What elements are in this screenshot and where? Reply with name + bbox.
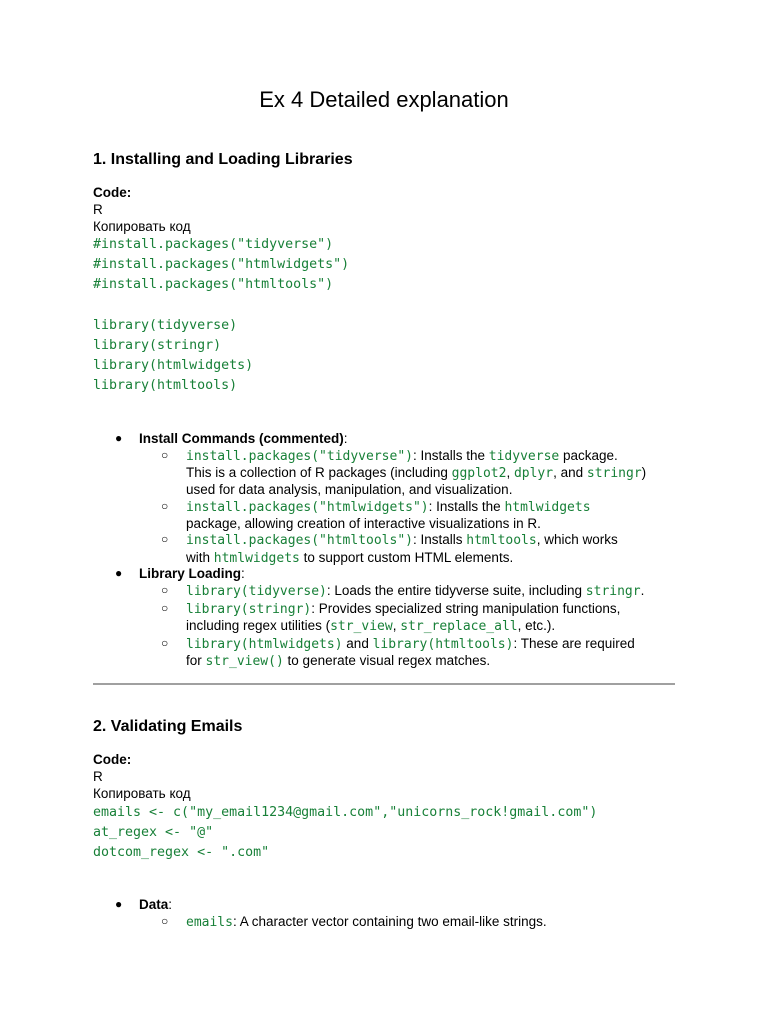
section-1-language: R (93, 202, 103, 217)
text: with (186, 550, 214, 565)
text: to generate visual regex matches. (283, 653, 491, 668)
inline-code: install.packages("tidyverse") (186, 449, 413, 464)
bullet-library-loading (139, 565, 245, 582)
bullet-colon: : (168, 897, 173, 912)
inline-code: install.packages("htmltools") (186, 533, 413, 548)
sub-item-library-stringr (186, 600, 620, 618)
sub-bullet-circle-icon: ○ (161, 448, 169, 462)
sub-item-library-tidyverse (186, 582, 644, 600)
text: : Installs the (428, 499, 505, 514)
sub-item-library-stringr-line-2 (186, 617, 555, 635)
bullet-install-commands (139, 430, 348, 447)
text: including regex utilities ( (186, 618, 331, 633)
text: package. (559, 448, 618, 463)
inline-code: htmltools (466, 533, 537, 548)
sub-item-install-tidyverse-line-2 (186, 464, 646, 482)
text: : A character vector containing two email-like strings. (232, 914, 547, 929)
section-2-heading: 2. Validating Emails (93, 718, 243, 735)
text: , which works (536, 532, 618, 547)
section-1-copy-code-button[interactable]: Копировать код (93, 219, 191, 234)
text: , (392, 618, 401, 633)
inline-code: stringr (586, 466, 642, 481)
sub-item-install-tidyverse (186, 447, 618, 465)
section-2-language: R (93, 769, 103, 784)
bullet-colon: : (343, 431, 348, 446)
inline-code: str_view (330, 619, 393, 634)
section-1-code-label: Code: (93, 185, 132, 200)
inline-code: htmlwidgets (213, 551, 300, 566)
text: , and (553, 465, 587, 480)
sub-item-install-tidyverse-line-3: used for data analysis, manipulation, and visualization. (186, 482, 513, 497)
inline-code: ggplot2 (451, 466, 507, 481)
sub-item-install-htmltools (186, 531, 618, 549)
sub-item-install-htmlwidgets (186, 498, 591, 516)
inline-code: htmlwidgets (504, 500, 591, 515)
inline-code: tidyverse (488, 449, 560, 464)
bullet-label: Data (139, 897, 169, 912)
section-2-code-block: emails <- c("my_email1234@gmail.com","unicorns_rock!gmail.com") at_regex <- "@" dotcom_regex <- ".com" (93, 805, 598, 861)
section-2-copy-code-button[interactable]: Копировать код (93, 786, 191, 801)
text: : Installs (412, 532, 467, 547)
sub-bullet-circle-icon: ○ (161, 532, 169, 546)
bullet-dot-icon: ● (115, 897, 123, 911)
sub-item-library-htmlwidgets-line-2 (186, 652, 490, 670)
sub-bullet-circle-icon: ○ (161, 583, 169, 597)
inline-code: install.packages("htmlwidgets") (186, 500, 429, 515)
inline-code: library(tidyverse) (186, 584, 327, 599)
sub-item-library-htmlwidgets (186, 635, 635, 653)
section-1-heading: 1. Installing and Loading Libraries (93, 151, 353, 168)
section-1-code-block: #install.packages("tidyverse") #install.packages("htmlwidgets") #install.packages("htmltools") library(tidyverse) library(stringr) library(htmlwidgets) library(htmltools) (93, 237, 350, 394)
document-title: Ex 4 Detailed explanation (259, 87, 509, 112)
inline-code: stringr (585, 584, 641, 599)
section-2-code-label: Code: (93, 752, 132, 767)
text: and (342, 636, 373, 651)
text: to support custom HTML elements. (299, 550, 514, 565)
bullet-colon: : (241, 566, 245, 581)
text: This is a collection of R packages (including (186, 465, 452, 480)
sub-item-install-htmlwidgets-line-2: package, allowing creation of interactive visualizations in R. (186, 516, 541, 531)
text: : These are required (513, 636, 635, 651)
bullet-label: Install Commands (commented) (139, 431, 344, 446)
text: : Loads the entire tidyverse suite, including (326, 583, 586, 598)
sub-bullet-circle-icon: ○ (161, 636, 169, 650)
inline-code: emails (186, 915, 233, 930)
bullet-dot-icon: ● (115, 431, 123, 445)
text: for (186, 653, 206, 668)
sub-bullet-circle-icon: ○ (161, 499, 169, 513)
horizontal-divider (93, 683, 675, 685)
text: : Provides specialized string manipulation functions, (311, 601, 621, 616)
inline-code: dplyr (513, 466, 554, 481)
text: : Installs the (412, 448, 489, 463)
inline-code: library(htmltools) (372, 637, 514, 652)
bullet-dot-icon: ● (115, 566, 123, 580)
sub-item-emails (186, 913, 547, 931)
inline-code: str_view() (205, 654, 284, 669)
bullet-data (139, 896, 172, 913)
bullet-label: Library Loading (139, 566, 242, 581)
text: ) (641, 465, 647, 480)
inline-code: library(htmlwidgets) (186, 637, 343, 652)
text: , etc.). (517, 618, 556, 633)
inline-code: library(stringr) (186, 602, 312, 617)
sub-bullet-circle-icon: ○ (161, 914, 169, 928)
inline-code: str_replace_all (400, 619, 518, 634)
sub-bullet-circle-icon: ○ (161, 601, 169, 615)
text: . (640, 583, 645, 598)
text: , (506, 465, 514, 480)
